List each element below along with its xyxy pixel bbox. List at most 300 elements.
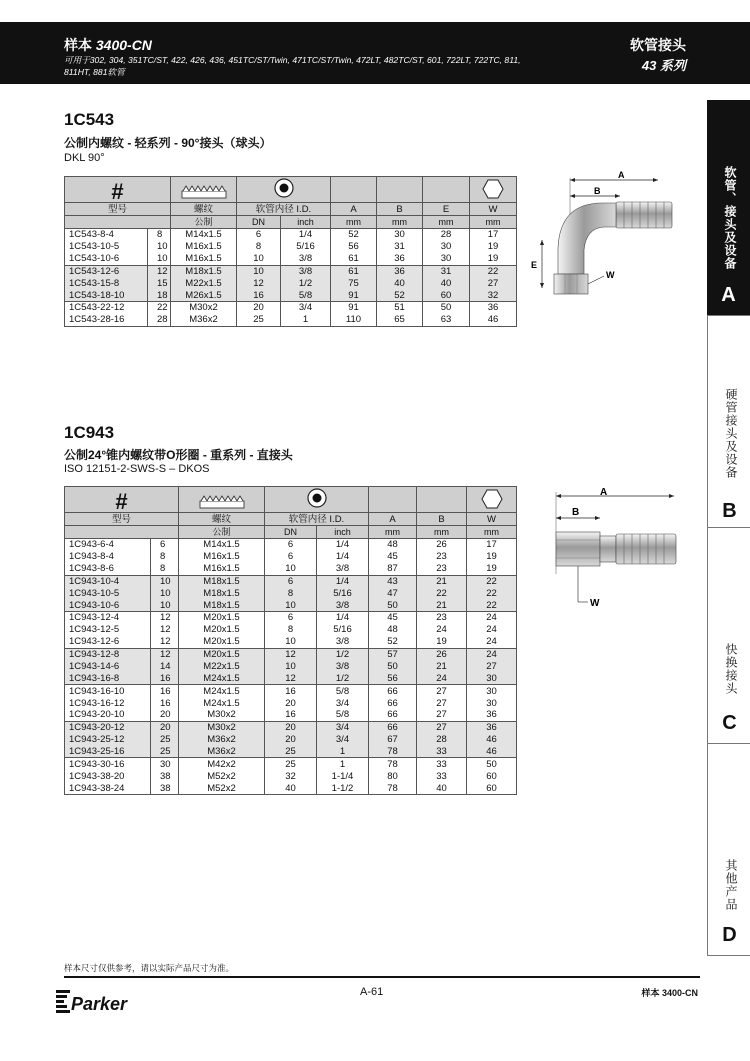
table-cell: M24x1.5 [179, 685, 265, 697]
table-cell: 1C943-14-6 [65, 660, 151, 672]
table-cell: M20x1.5 [179, 624, 265, 636]
table-cell: 33 [417, 746, 467, 758]
table-cell: 8 [265, 624, 317, 636]
table-cell: 10 [148, 253, 171, 265]
thread-icon [179, 487, 265, 513]
thread-icon [171, 177, 237, 203]
table-cell: 65 [377, 314, 423, 326]
footer-catalog: 样本 3400-CN [641, 988, 698, 998]
table-cell: 1C543-10-6 [65, 253, 148, 265]
table-cell: 46 [467, 746, 517, 758]
table-cell: 27 [417, 721, 467, 733]
table-cell: 91 [331, 289, 377, 301]
dimension-b-label: B [572, 507, 580, 518]
side-tab-a-label: 软管、接头及设备 [723, 166, 737, 270]
part-number-icon: # [65, 487, 179, 513]
side-tab-b-label: 硬管接头及设备 [724, 388, 738, 479]
table-cell: 30 [467, 685, 517, 697]
col-hose-id: 软管内径 I.D. [265, 513, 369, 526]
table-cell: 5/8 [281, 289, 331, 301]
table-row [65, 660, 517, 672]
table-cell: 1C943-8-6 [65, 563, 151, 575]
table-row [65, 721, 517, 733]
table-cell: 24 [467, 624, 517, 636]
table-cell: 12 [151, 636, 179, 648]
table-cell: 1C543-18-10 [65, 289, 148, 301]
unit-inch: inch [317, 526, 369, 539]
table-cell: 36 [467, 709, 517, 721]
product2-code: 1C943 [64, 423, 115, 442]
table-cell: 16 [237, 289, 281, 301]
col-w: W [470, 203, 517, 216]
table-cell: 24 [467, 648, 517, 660]
side-tab-d-label: 其他产品 [724, 859, 738, 911]
table-cell: 22 [417, 587, 467, 599]
side-tab-c-letter: C [722, 712, 737, 734]
table-cell: 18 [148, 289, 171, 301]
table-cell: 1C943-25-16 [65, 746, 151, 758]
table-row [65, 599, 517, 611]
table-cell: 1/4 [317, 575, 369, 587]
table-cell: 17 [467, 539, 517, 551]
table-cell: 1C943-25-12 [65, 734, 151, 746]
table-cell: 36 [377, 265, 423, 277]
table-cell: 56 [331, 241, 377, 253]
table-cell: 78 [369, 746, 417, 758]
table-cell: 6 [265, 551, 317, 563]
table-cell: 67 [369, 734, 417, 746]
table-cell: 110 [331, 314, 377, 326]
table-cell: 56 [369, 673, 417, 685]
table-cell: 22 [470, 265, 517, 277]
table-cell: 21 [417, 599, 467, 611]
table-cell: 10 [151, 599, 179, 611]
table-cell: 23 [417, 551, 467, 563]
table-cell: 1C943-8-4 [65, 551, 151, 563]
side-tab-d[interactable] [707, 744, 750, 956]
table-cell: 24 [467, 612, 517, 624]
table-cell: 50 [369, 660, 417, 672]
table-cell: 38 [151, 782, 179, 794]
table-cell: 26 [417, 648, 467, 660]
unit-b: mm [377, 216, 423, 229]
table-cell: 10 [265, 599, 317, 611]
table-cell: 16 [265, 685, 317, 697]
table-cell: 30 [151, 758, 179, 770]
table-cell: 25 [265, 746, 317, 758]
table-cell: 5/8 [317, 709, 369, 721]
hex-nut-icon [467, 487, 517, 513]
table-cell: 26 [417, 539, 467, 551]
table-cell: 60 [467, 782, 517, 794]
table-cell: 52 [377, 289, 423, 301]
dimension-a-label: A [618, 170, 625, 180]
table-cell: 46 [467, 734, 517, 746]
table-cell: 40 [423, 277, 470, 289]
table-cell: M22x1.5 [171, 277, 237, 289]
table-cell: 40 [265, 782, 317, 794]
table-cell: 20 [237, 302, 281, 314]
product1-standard: DKL 90° [64, 152, 105, 164]
table-cell: 1C543-15-8 [65, 277, 148, 289]
hex-nut-icon [470, 177, 517, 203]
table-cell: M18x1.5 [179, 575, 265, 587]
table-cell: 1/2 [281, 277, 331, 289]
table-cell: 78 [369, 758, 417, 770]
table-cell: 61 [331, 265, 377, 277]
table-cell: 47 [369, 587, 417, 599]
table-cell: 3/8 [317, 563, 369, 575]
product1-code: 1C543 [64, 110, 115, 129]
table-cell: 12 [151, 624, 179, 636]
table-cell: 66 [369, 685, 417, 697]
table-cell: M16x1.5 [171, 241, 237, 253]
side-tab-c[interactable] [707, 528, 750, 744]
table-cell: 22 [467, 599, 517, 611]
table-cell: 40 [417, 782, 467, 794]
table-cell: M20x1.5 [179, 648, 265, 660]
series-title: 43 系列 [641, 58, 686, 73]
table-cell: 1 [317, 746, 369, 758]
table-row [65, 289, 517, 301]
table-cell: 1/4 [317, 539, 369, 551]
unit-model [65, 216, 171, 229]
unit-dn: DN [237, 216, 281, 229]
table-cell: 28 [417, 734, 467, 746]
table-cell: 5/8 [317, 685, 369, 697]
page-header [0, 22, 750, 84]
unit-w: mm [470, 216, 517, 229]
table-cell: 51 [377, 302, 423, 314]
table-cell: 10 [237, 265, 281, 277]
table-cell: 1C943-10-6 [65, 599, 151, 611]
product1-subtitle: 公制内螺纹 - 轻系列 - 90°接头（球头） [64, 136, 272, 150]
col-b: B [377, 203, 423, 216]
table-cell: 10 [265, 563, 317, 575]
product2-spec-table [64, 486, 517, 795]
table-cell: 1C543-10-5 [65, 241, 148, 253]
table-cell: M42x2 [179, 758, 265, 770]
table-cell: 20 [151, 721, 179, 733]
table-cell: 20 [265, 697, 317, 709]
table-cell: 32 [470, 289, 517, 301]
table-cell: M36x2 [179, 746, 265, 758]
table-row [65, 612, 517, 624]
table-cell: 27 [470, 277, 517, 289]
table-cell: 33 [417, 770, 467, 782]
table-cell: 3/4 [281, 302, 331, 314]
table-cell: 24 [417, 624, 467, 636]
table-cell: 30 [467, 673, 517, 685]
col-thread: 螺纹 [179, 513, 265, 526]
table-cell: 5/16 [317, 587, 369, 599]
table-cell: M14x1.5 [179, 539, 265, 551]
svg-text:Parker: Parker [71, 994, 128, 1014]
table-row [65, 782, 517, 794]
table-cell: 21 [417, 660, 467, 672]
table-cell: 1C943-12-6 [65, 636, 151, 648]
elbow-fitting-drawing [528, 170, 688, 310]
table-cell: 12 [265, 673, 317, 685]
table-cell: M24x1.5 [179, 697, 265, 709]
table-row [65, 302, 517, 314]
table-cell: 3/4 [317, 734, 369, 746]
table-cell: 1-1/2 [317, 782, 369, 794]
table-cell: 8 [265, 587, 317, 599]
table-cell: 3/4 [317, 721, 369, 733]
table-row [65, 734, 517, 746]
table-row [65, 314, 517, 326]
table-cell: M52x2 [179, 782, 265, 794]
unit-w: mm [467, 526, 517, 539]
table-cell: 48 [369, 539, 417, 551]
table-cell: 19 [467, 551, 517, 563]
table-cell: 1C943-38-24 [65, 782, 151, 794]
table-cell: 45 [369, 612, 417, 624]
table-cell: 66 [369, 697, 417, 709]
table-row [65, 575, 517, 587]
table-cell: 19 [417, 636, 467, 648]
table-cell: 60 [467, 770, 517, 782]
col-e: E [423, 203, 470, 216]
table-cell: 43 [369, 575, 417, 587]
unit-b: mm [417, 526, 467, 539]
table-row [65, 539, 517, 551]
table-cell: 1C943-10-5 [65, 587, 151, 599]
table-cell: 32 [265, 770, 317, 782]
table-cell: 75 [331, 277, 377, 289]
table-cell: 45 [369, 551, 417, 563]
table-cell: 1/2 [317, 673, 369, 685]
table-row [65, 697, 517, 709]
table-cell: 1C943-12-4 [65, 612, 151, 624]
table-cell: 28 [148, 314, 171, 326]
table-cell: 66 [369, 721, 417, 733]
table-cell: M30x2 [179, 721, 265, 733]
col-a: A [331, 203, 377, 216]
table-cell: 23 [417, 563, 467, 575]
table-cell: 25 [237, 314, 281, 326]
table-cell: 1C543-12-6 [65, 265, 148, 277]
table-cell: 17 [470, 229, 517, 241]
table-cell: 22 [467, 587, 517, 599]
table-cell: 30 [377, 229, 423, 241]
table-cell: 16 [151, 697, 179, 709]
table-row [65, 648, 517, 660]
table-cell: 46 [470, 314, 517, 326]
table-cell: 38 [151, 770, 179, 782]
table-cell: 1 [317, 758, 369, 770]
dimension-w-label: W [606, 270, 615, 280]
table-cell: 19 [470, 253, 517, 265]
table-cell: 25 [151, 746, 179, 758]
table-cell: 27 [417, 685, 467, 697]
table-cell: M30x2 [179, 709, 265, 721]
table-cell: 30 [423, 253, 470, 265]
table-cell: 19 [467, 563, 517, 575]
table-cell: 91 [331, 302, 377, 314]
table-cell: 1/4 [317, 612, 369, 624]
straight-fitting-drawing [540, 484, 690, 614]
product2-standard: ISO 12151-2-SWS-S – DKOS [64, 463, 210, 475]
table-cell: 25 [265, 758, 317, 770]
unit-a: mm [331, 216, 377, 229]
table-cell: 10 [148, 241, 171, 253]
table-cell: M24x1.5 [179, 673, 265, 685]
table-cell: 1C943-20-10 [65, 709, 151, 721]
table-cell: 31 [423, 265, 470, 277]
table-cell: 63 [423, 314, 470, 326]
col-b: B [417, 513, 467, 526]
table-cell: 12 [265, 648, 317, 660]
table-row [65, 241, 517, 253]
table-cell: 5/16 [281, 241, 331, 253]
table-row [65, 265, 517, 277]
table-cell: 3/8 [317, 636, 369, 648]
table-cell: 12 [151, 648, 179, 660]
table-cell: 61 [331, 253, 377, 265]
table-cell: 12 [151, 612, 179, 624]
table-cell: M22x1.5 [179, 660, 265, 672]
table-cell: 30 [423, 241, 470, 253]
table-cell: 3/8 [281, 265, 331, 277]
table-cell: 1-1/4 [317, 770, 369, 782]
table-row [65, 673, 517, 685]
table-cell: 8 [151, 563, 179, 575]
table-cell: 24 [467, 636, 517, 648]
table-row [65, 563, 517, 575]
table-row [65, 551, 517, 563]
table-cell: 21 [417, 575, 467, 587]
table-cell: 6 [265, 575, 317, 587]
table-cell: M20x1.5 [179, 612, 265, 624]
table-cell: 6 [151, 539, 179, 551]
table-cell: 24 [417, 673, 467, 685]
table-cell: M18x1.5 [179, 599, 265, 611]
table-row [65, 709, 517, 721]
table-cell: 1C543-8-4 [65, 229, 148, 241]
table-cell: 12 [148, 265, 171, 277]
table-row [65, 587, 517, 599]
table-cell: 8 [237, 241, 281, 253]
dimension-e-label: E [531, 260, 538, 270]
table-cell: 36 [467, 721, 517, 733]
table-cell: 25 [151, 734, 179, 746]
table-cell: 50 [423, 302, 470, 314]
hose-id-icon [237, 177, 331, 203]
table-cell: 1C943-38-20 [65, 770, 151, 782]
table-row [65, 253, 517, 265]
table-cell: 50 [467, 758, 517, 770]
table-row [65, 277, 517, 289]
table-row [65, 636, 517, 648]
table-cell: 10 [265, 636, 317, 648]
side-tab-b[interactable] [707, 316, 750, 528]
table-cell: 40 [377, 277, 423, 289]
table-cell: 22 [467, 575, 517, 587]
table-cell: M16x1.5 [171, 253, 237, 265]
table-cell: 1/4 [281, 229, 331, 241]
table-cell: 14 [151, 660, 179, 672]
table-cell: 27 [417, 709, 467, 721]
table-cell: 52 [369, 636, 417, 648]
unit-thread: 公制 [171, 216, 237, 229]
table-cell: M52x2 [179, 770, 265, 782]
table-cell: 1/2 [317, 648, 369, 660]
table-cell: 48 [369, 624, 417, 636]
table-row [65, 229, 517, 241]
section-title: 软管接头 [630, 37, 686, 53]
table-row [65, 685, 517, 697]
table-cell: M36x2 [171, 314, 237, 326]
side-tab-a-letter: A [721, 284, 736, 306]
table-cell: 1C943-12-5 [65, 624, 151, 636]
side-tab-b-letter: B [722, 500, 737, 522]
table-cell: 10 [237, 253, 281, 265]
table-cell: 20 [265, 721, 317, 733]
col-model: 型号 [65, 513, 179, 526]
table-cell: 1C943-16-8 [65, 673, 151, 685]
table-cell: 6 [265, 612, 317, 624]
table-cell: 6 [265, 539, 317, 551]
table-cell: 1C943-16-10 [65, 685, 151, 697]
table-cell: 50 [369, 599, 417, 611]
table-cell: 3/8 [317, 599, 369, 611]
table-cell: 1C543-22-12 [65, 302, 148, 314]
table-cell: 3/8 [317, 660, 369, 672]
table-cell: 1C543-28-16 [65, 314, 148, 326]
unit-e: mm [423, 216, 470, 229]
table-cell: 3/8 [281, 253, 331, 265]
table-cell: M20x1.5 [179, 636, 265, 648]
col-model: 型号 [65, 203, 171, 216]
table-cell: 1C943-30-16 [65, 758, 151, 770]
table-cell: 3/4 [317, 697, 369, 709]
table-cell: 1/4 [317, 551, 369, 563]
unit-a: mm [369, 526, 417, 539]
table-cell: M18x1.5 [179, 587, 265, 599]
table-cell: M26x1.5 [171, 289, 237, 301]
table-cell: 10 [265, 660, 317, 672]
table-cell: 1C943-6-4 [65, 539, 151, 551]
table-cell: 66 [369, 709, 417, 721]
footnote: 样本尺寸仅供参考，请以实际产品尺寸为准。 [64, 963, 235, 973]
unit-model [65, 526, 179, 539]
table-cell: 78 [369, 782, 417, 794]
side-tab-a[interactable] [707, 100, 750, 316]
parker-logo [56, 990, 142, 1016]
table-cell: M16x1.5 [179, 563, 265, 575]
table-cell: 23 [417, 612, 467, 624]
table-cell: 5/16 [317, 624, 369, 636]
table-cell: M36x2 [179, 734, 265, 746]
table-cell: 87 [369, 563, 417, 575]
table-cell: 36 [377, 253, 423, 265]
table-cell: 27 [417, 697, 467, 709]
footer-divider [64, 976, 700, 978]
table-cell: 16 [265, 709, 317, 721]
table-cell: 31 [377, 241, 423, 253]
table-cell: 12 [237, 277, 281, 289]
col-w: W [467, 513, 517, 526]
table-cell: 15 [148, 277, 171, 289]
table-cell: 33 [417, 758, 467, 770]
product2-subtitle: 公制24°锥内螺纹带O形圈 - 重系列 - 直接头 [64, 448, 293, 462]
hose-id-icon [265, 487, 369, 513]
catalog-title: 样本 3400-CN [64, 37, 152, 53]
table-cell: M18x1.5 [171, 265, 237, 277]
table-cell: 52 [331, 229, 377, 241]
